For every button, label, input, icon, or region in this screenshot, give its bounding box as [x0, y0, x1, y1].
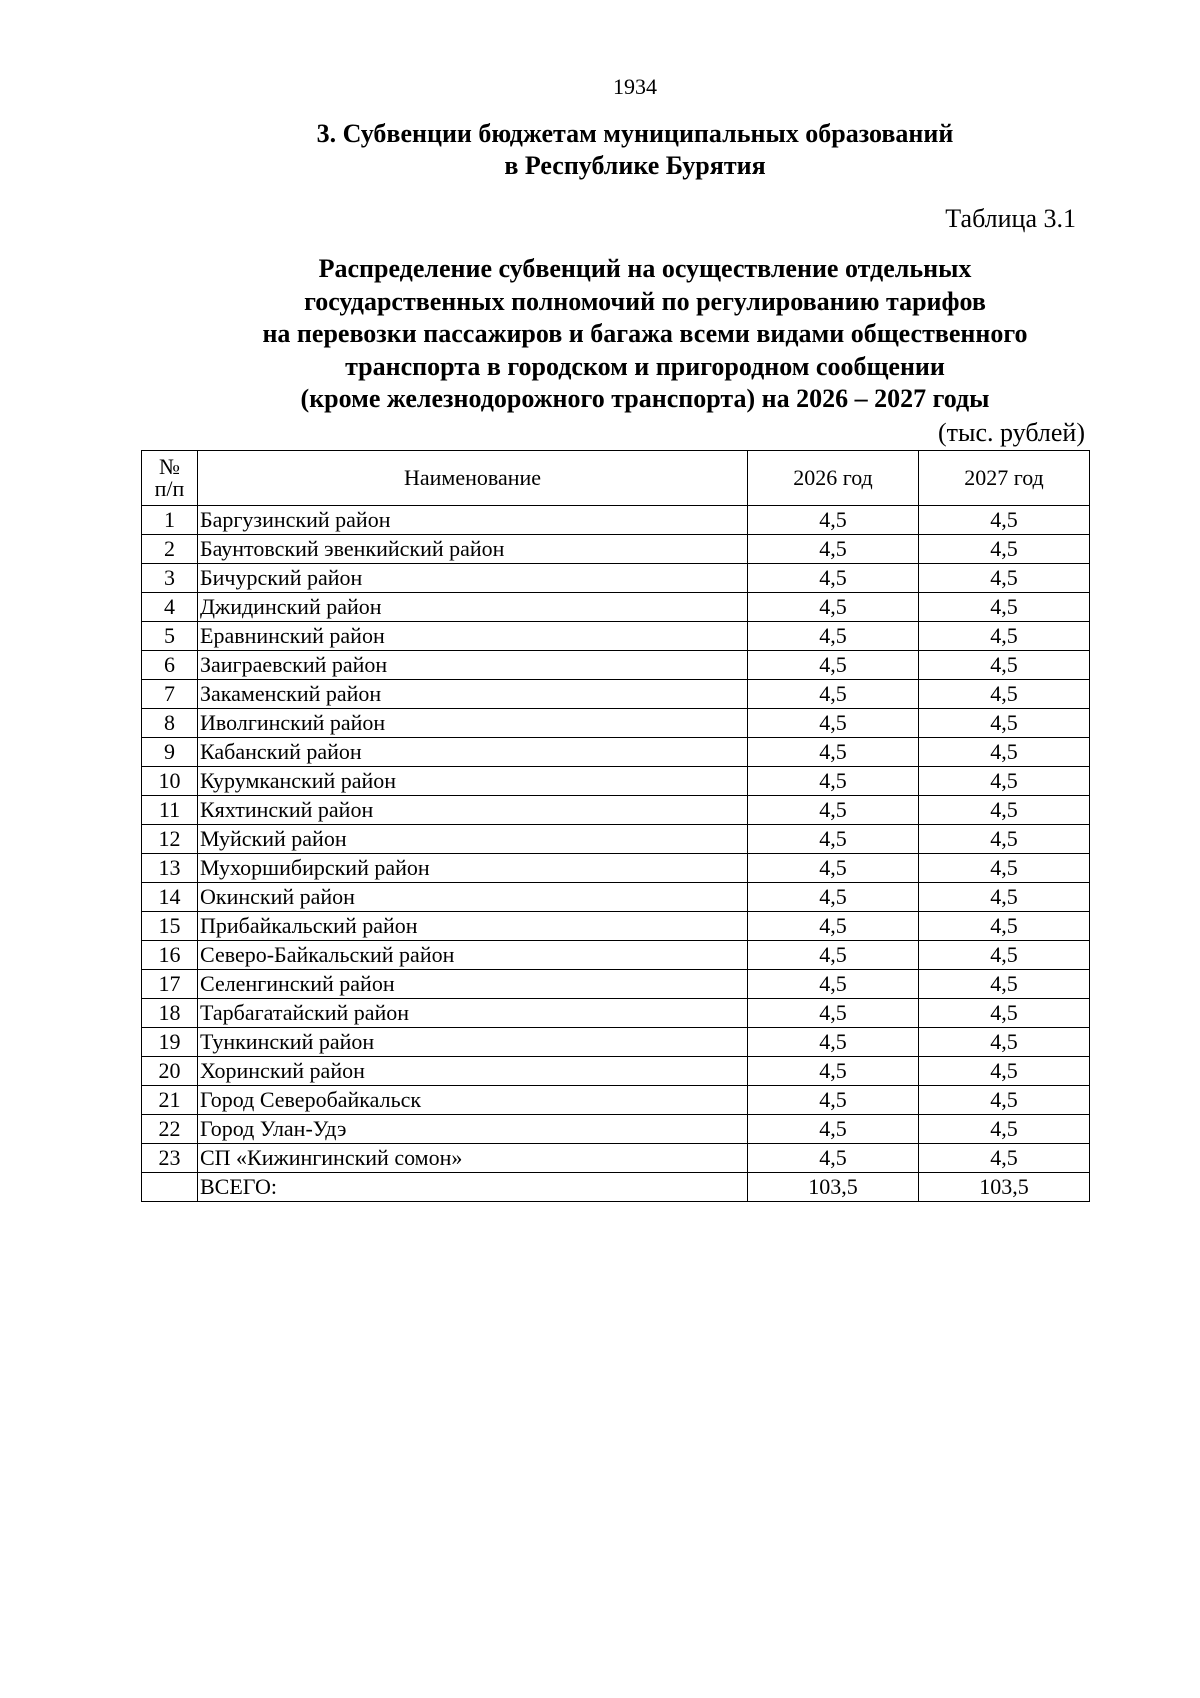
row-number: 20	[142, 1057, 198, 1086]
row-value-2027: 4,5	[919, 1057, 1090, 1086]
row-value-2027: 4,5	[919, 941, 1090, 970]
row-number	[142, 1173, 198, 1202]
row-name: ВСЕГО:	[198, 1173, 748, 1202]
row-name: Кяхтинский район	[198, 796, 748, 825]
caption-line: государственных полномочий по регулированию тарифов	[304, 286, 986, 316]
row-value-2026: 4,5	[748, 535, 919, 564]
row-number: 9	[142, 738, 198, 767]
row-value-2026: 4,5	[748, 1144, 919, 1173]
row-name: Закаменский район	[198, 680, 748, 709]
row-name: Иволгинский район	[198, 709, 748, 738]
total-row	[142, 1173, 1090, 1202]
caption-line: на перевозки пассажиров и багажа всеми видами общественного	[262, 319, 1028, 348]
subventions-table	[141, 450, 1090, 1202]
row-value-2027: 4,5	[919, 593, 1090, 622]
table-row	[142, 564, 1090, 593]
row-value-2026: 4,5	[748, 1115, 919, 1144]
row-value-2027: 4,5	[919, 1115, 1090, 1144]
row-value-2026: 4,5	[748, 738, 919, 767]
row-number: 12	[142, 825, 198, 854]
row-number: 19	[142, 1028, 198, 1057]
table-row	[142, 999, 1090, 1028]
caption-line: Распределение субвенций на осуществление отдельных	[318, 254, 972, 283]
row-name: Тарбагатайский район	[198, 999, 748, 1028]
table-row	[142, 970, 1090, 999]
row-value-2027: 4,5	[919, 999, 1090, 1028]
table-row	[142, 622, 1090, 651]
section-title-line: 3. Субвенции бюджетам муниципальных образований	[316, 119, 954, 148]
row-value-2026: 103,5	[748, 1173, 919, 1202]
table-row	[142, 854, 1090, 883]
row-value-2027: 4,5	[919, 535, 1090, 564]
table-row	[142, 506, 1090, 535]
row-value-2027: 103,5	[919, 1173, 1090, 1202]
row-value-2027: 4,5	[919, 709, 1090, 738]
row-name: Хоринский район	[198, 1057, 748, 1086]
row-value-2026: 4,5	[748, 680, 919, 709]
row-name: Тункинский район	[198, 1028, 748, 1057]
row-number: 5	[142, 622, 198, 651]
header-2026: 2026 год	[748, 451, 919, 506]
row-value-2027: 4,5	[919, 854, 1090, 883]
header-row	[142, 451, 1090, 506]
row-value-2026: 4,5	[748, 970, 919, 999]
row-name: Бичурский район	[198, 564, 748, 593]
units-label: (тыс. рублей)	[937, 418, 1085, 447]
table-row	[142, 767, 1090, 796]
row-value-2026: 4,5	[748, 796, 919, 825]
row-number: 16	[142, 941, 198, 970]
table-row	[142, 709, 1090, 738]
row-number: 22	[142, 1115, 198, 1144]
table-row	[142, 941, 1090, 970]
row-value-2026: 4,5	[748, 1086, 919, 1115]
row-number: 23	[142, 1144, 198, 1173]
row-number: 4	[142, 593, 198, 622]
row-number: 10	[142, 767, 198, 796]
row-name: Баргузинский район	[198, 506, 748, 535]
row-value-2026: 4,5	[748, 912, 919, 941]
row-number: 6	[142, 651, 198, 680]
table-caption	[0, 253, 1200, 416]
row-number: 14	[142, 883, 198, 912]
row-value-2027: 4,5	[919, 651, 1090, 680]
table-row	[142, 1144, 1090, 1173]
row-name: Селенгинский район	[198, 970, 748, 999]
row-value-2026: 4,5	[748, 506, 919, 535]
row-value-2027: 4,5	[919, 796, 1090, 825]
row-value-2027: 4,5	[919, 912, 1090, 941]
table-row	[142, 825, 1090, 854]
row-name: Окинский район	[198, 883, 748, 912]
row-name: Муйский район	[198, 825, 748, 854]
row-value-2026: 4,5	[748, 593, 919, 622]
row-name: Прибайкальский район	[198, 912, 748, 941]
table-row	[142, 1057, 1090, 1086]
row-number: 2	[142, 535, 198, 564]
row-value-2026: 4,5	[748, 941, 919, 970]
row-number: 3	[142, 564, 198, 593]
table-row	[142, 680, 1090, 709]
row-value-2026: 4,5	[748, 767, 919, 796]
row-value-2026: 4,5	[748, 1028, 919, 1057]
row-name: Курумканский район	[198, 767, 748, 796]
table-row	[142, 912, 1090, 941]
row-name: Город Улан-Удэ	[198, 1115, 748, 1144]
row-value-2026: 4,5	[748, 999, 919, 1028]
table-row	[142, 651, 1090, 680]
row-value-2027: 4,5	[919, 1144, 1090, 1173]
row-value-2027: 4,5	[919, 564, 1090, 593]
row-number: 18	[142, 999, 198, 1028]
table-body	[142, 506, 1090, 1202]
table-label: Таблица 3.1	[945, 204, 1076, 233]
row-value-2027: 4,5	[919, 506, 1090, 535]
caption-line: транспорта в городском и пригородном сообщении	[345, 351, 945, 381]
row-number: 15	[142, 912, 198, 941]
row-number: 1	[142, 506, 198, 535]
row-value-2026: 4,5	[748, 1057, 919, 1086]
row-value-2027: 4,5	[919, 622, 1090, 651]
table-row	[142, 1086, 1090, 1115]
row-name: Город Северобайкальск	[198, 1086, 748, 1115]
table-row	[142, 796, 1090, 825]
row-value-2026: 4,5	[748, 883, 919, 912]
row-name: Баунтовский эвенкийский район	[198, 535, 748, 564]
caption-line: (кроме железнодорожного транспорта) на 2026 – 2027 годы	[300, 384, 990, 413]
table-row	[142, 883, 1090, 912]
row-value-2026: 4,5	[748, 622, 919, 651]
row-value-2027: 4,5	[919, 970, 1090, 999]
row-value-2026: 4,5	[748, 564, 919, 593]
section-title	[0, 118, 1200, 182]
table-row	[142, 593, 1090, 622]
row-name: Кабанский район	[198, 738, 748, 767]
table-row	[142, 1115, 1090, 1144]
row-number: 13	[142, 854, 198, 883]
row-number: 21	[142, 1086, 198, 1115]
row-number: 11	[142, 796, 198, 825]
header-2027: 2027 год	[919, 451, 1090, 506]
row-name: Джидинский район	[198, 593, 748, 622]
row-value-2027: 4,5	[919, 1028, 1090, 1057]
row-name: Мухоршибирский район	[198, 854, 748, 883]
row-value-2027: 4,5	[919, 767, 1090, 796]
row-name: Северо-Байкальский район	[198, 941, 748, 970]
row-value-2027: 4,5	[919, 825, 1090, 854]
header-name: Наименование	[198, 451, 748, 506]
row-value-2027: 4,5	[919, 738, 1090, 767]
row-value-2027: 4,5	[919, 883, 1090, 912]
table-row	[142, 1028, 1090, 1057]
header-num	[142, 451, 198, 506]
row-value-2027: 4,5	[919, 680, 1090, 709]
header-num-line1: №	[159, 454, 180, 479]
header-num-line2: п/п	[154, 476, 185, 501]
section-title-line: в Республике Бурятия	[504, 151, 766, 180]
row-number: 8	[142, 709, 198, 738]
table-row	[142, 738, 1090, 767]
row-value-2027: 4,5	[919, 1086, 1090, 1115]
row-value-2026: 4,5	[748, 854, 919, 883]
row-name: СП «Кижингинский сомон»	[198, 1144, 748, 1173]
page-number: 1934	[613, 74, 657, 99]
table-row	[142, 535, 1090, 564]
row-name: Еравнинский район	[198, 622, 748, 651]
table-header	[142, 451, 1090, 506]
row-number: 17	[142, 970, 198, 999]
row-value-2026: 4,5	[748, 825, 919, 854]
row-name: Заиграевский район	[198, 651, 748, 680]
row-value-2026: 4,5	[748, 709, 919, 738]
row-value-2026: 4,5	[748, 651, 919, 680]
row-number: 7	[142, 680, 198, 709]
